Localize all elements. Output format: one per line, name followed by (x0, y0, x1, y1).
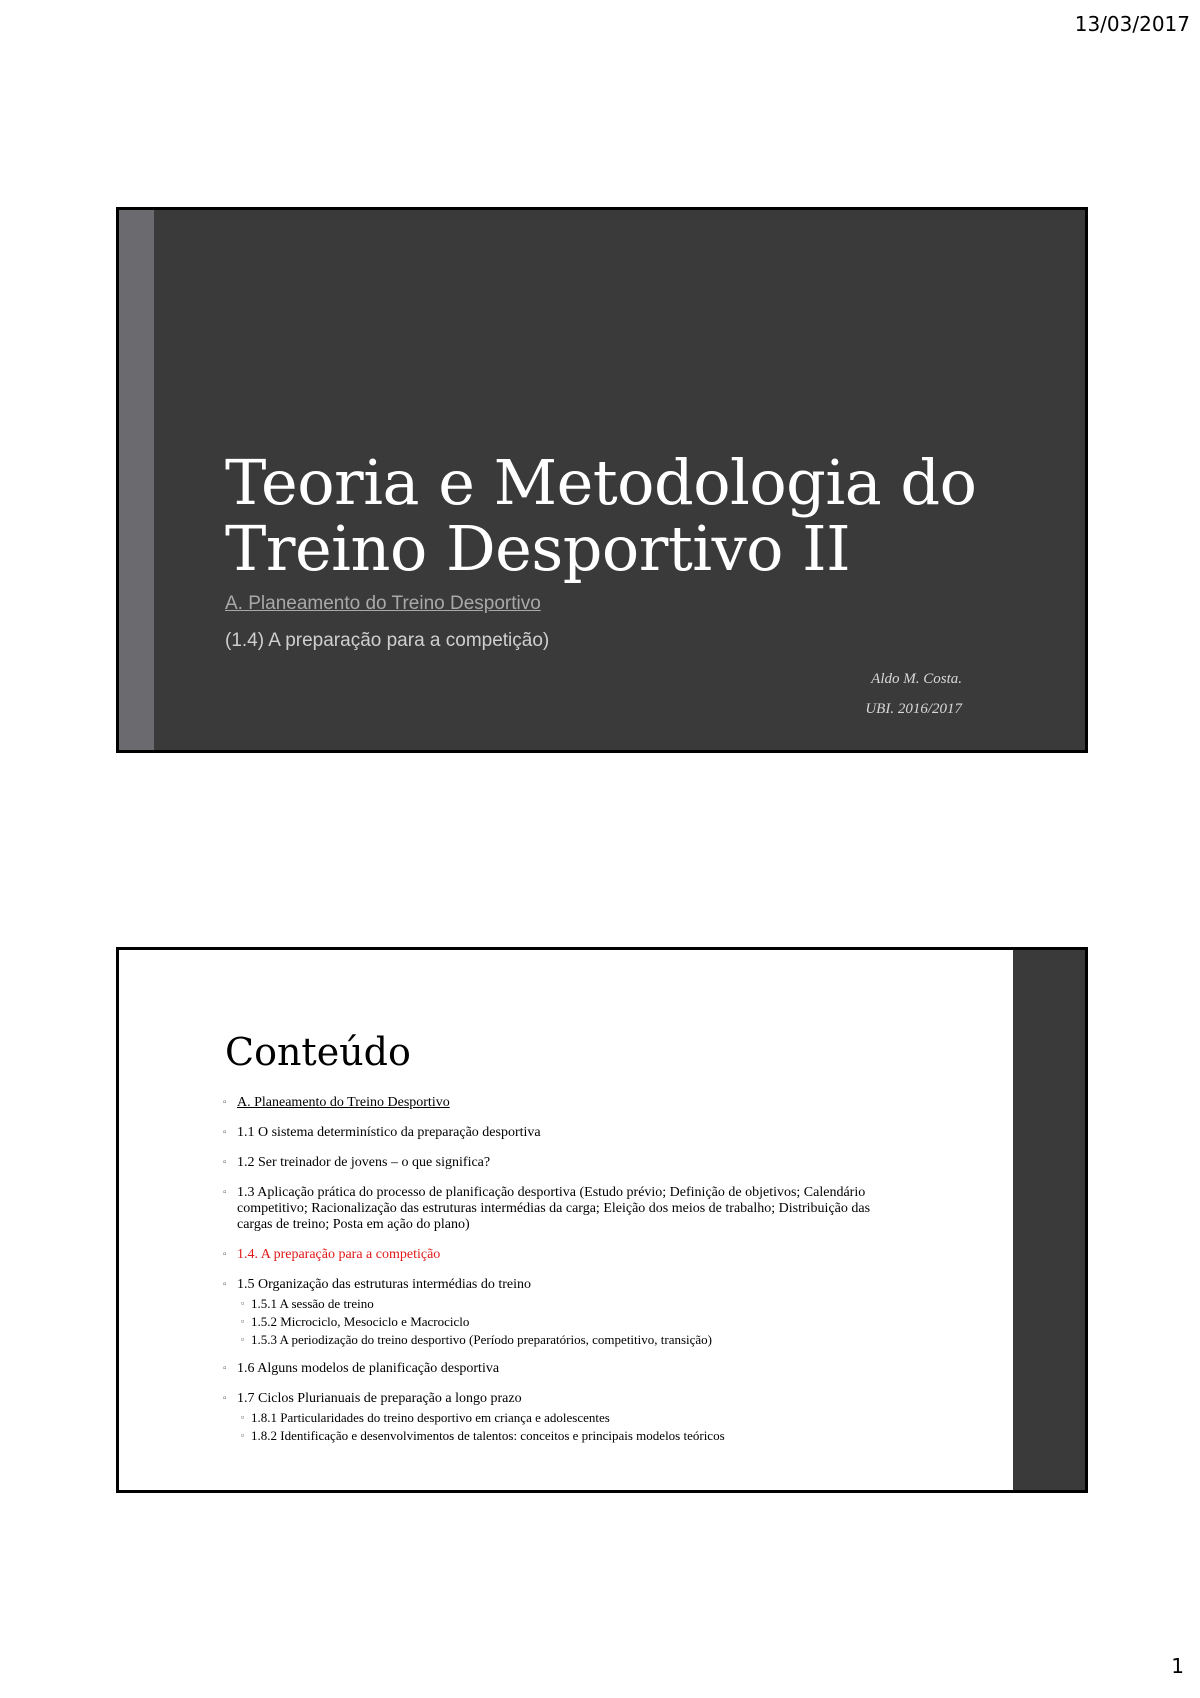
bullet-icon: ▫ (241, 1412, 245, 1422)
contents-list (223, 1095, 883, 1457)
bullet-icon: ▫ (223, 1187, 227, 1198)
bullet-icon: ▫ (223, 1249, 227, 1260)
slide-subtitle: A. Planeamento do Treino Desportivo (225, 593, 541, 614)
contents-slide (116, 947, 1088, 1493)
list-item: ▫ 1.7 Ciclos Plurianuais de preparação a longo prazo ▫ 1.8.1 Particularidades do treino desportivo em criança e adolescentes ▫ 1.8.2 Identificação e desenvolvimentos de talentos: conceitos e principais modelos teóricos (223, 1391, 883, 1443)
page-number: 1 (1171, 1654, 1184, 1678)
bullet-icon: ▫ (223, 1279, 227, 1290)
slide-title: Teoria e Metodologia do Treino Desportivo II (225, 446, 977, 585)
slide-accent-bar (119, 210, 154, 750)
bullet-icon: ▫ (241, 1334, 245, 1344)
slide-author: Aldo M. Costa. (871, 671, 962, 687)
list-item: ▫ 1.2 Ser treinador de jovens – o que significa? (223, 1155, 491, 1170)
slide-accent-bar (1013, 950, 1085, 1490)
bullet-icon: ▫ (241, 1316, 245, 1326)
list-item: ▫ 1.5 Organização das estruturas intermédias do treino ▫ 1.5.1 A sessão de treino ▫ 1.5.2 Microciclo, Mesociclo e Macrociclo ▫ 1.5.3 A periodização do treino desportivo (Período preparatórios, competitivo, transição) (223, 1277, 883, 1347)
page-date: 13/03/2017 (1074, 12, 1190, 36)
title-slide (116, 207, 1088, 753)
bullet-icon: ▫ (223, 1097, 227, 1108)
contents-heading: Conteúdo (225, 1030, 411, 1074)
sub-list-item: ▫ 1.5.3 A periodização do treino desportivo (Período preparatórios, competitivo, transição) (241, 1332, 713, 1347)
bullet-icon: ▫ (223, 1393, 227, 1404)
sub-list-item: ▫ 1.5.1 A sessão de treino (241, 1296, 374, 1311)
list-item: ▫ 1.6 Alguns modelos de planificação desportiva (223, 1361, 500, 1376)
bullet-icon: ▫ (241, 1430, 245, 1440)
list-item-current: ▫ 1.4. A preparação para a competição (223, 1247, 441, 1262)
bullet-icon: ▫ (241, 1298, 245, 1308)
slide-institution: UBI. 2016/2017 (865, 701, 962, 717)
bullet-icon: ▫ (223, 1363, 227, 1374)
list-item: ▫ A. Planeamento do Treino Desportivo (223, 1095, 450, 1110)
bullet-icon: ▫ (223, 1157, 227, 1168)
slide-subtitle-topic: (1.4) A preparação para a competição) (225, 630, 550, 651)
sub-list-item: ▫ 1.8.2 Identificação e desenvolvimentos de talentos: conceitos e principais modelos teóricos (241, 1428, 725, 1443)
sub-list-item: ▫ 1.8.1 Particularidades do treino desportivo em criança e adolescentes (241, 1410, 610, 1425)
bullet-icon: ▫ (223, 1127, 227, 1138)
sub-list-item: ▫ 1.5.2 Microciclo, Mesociclo e Macrociclo (241, 1314, 470, 1329)
list-item: ▫ 1.1 O sistema determinístico da preparação desportiva (223, 1125, 541, 1140)
list-item: ▫ 1.3 Aplicação prática do processo de planificação desportiva (Estudo prévio; Definição de objetivos; Calendário competitivo; Racionalização das estruturas intermédias da carga; Eleição dos meios de trabalho; Distribuição das cargas de treino; Posta em ação do plano) (223, 1185, 871, 1232)
